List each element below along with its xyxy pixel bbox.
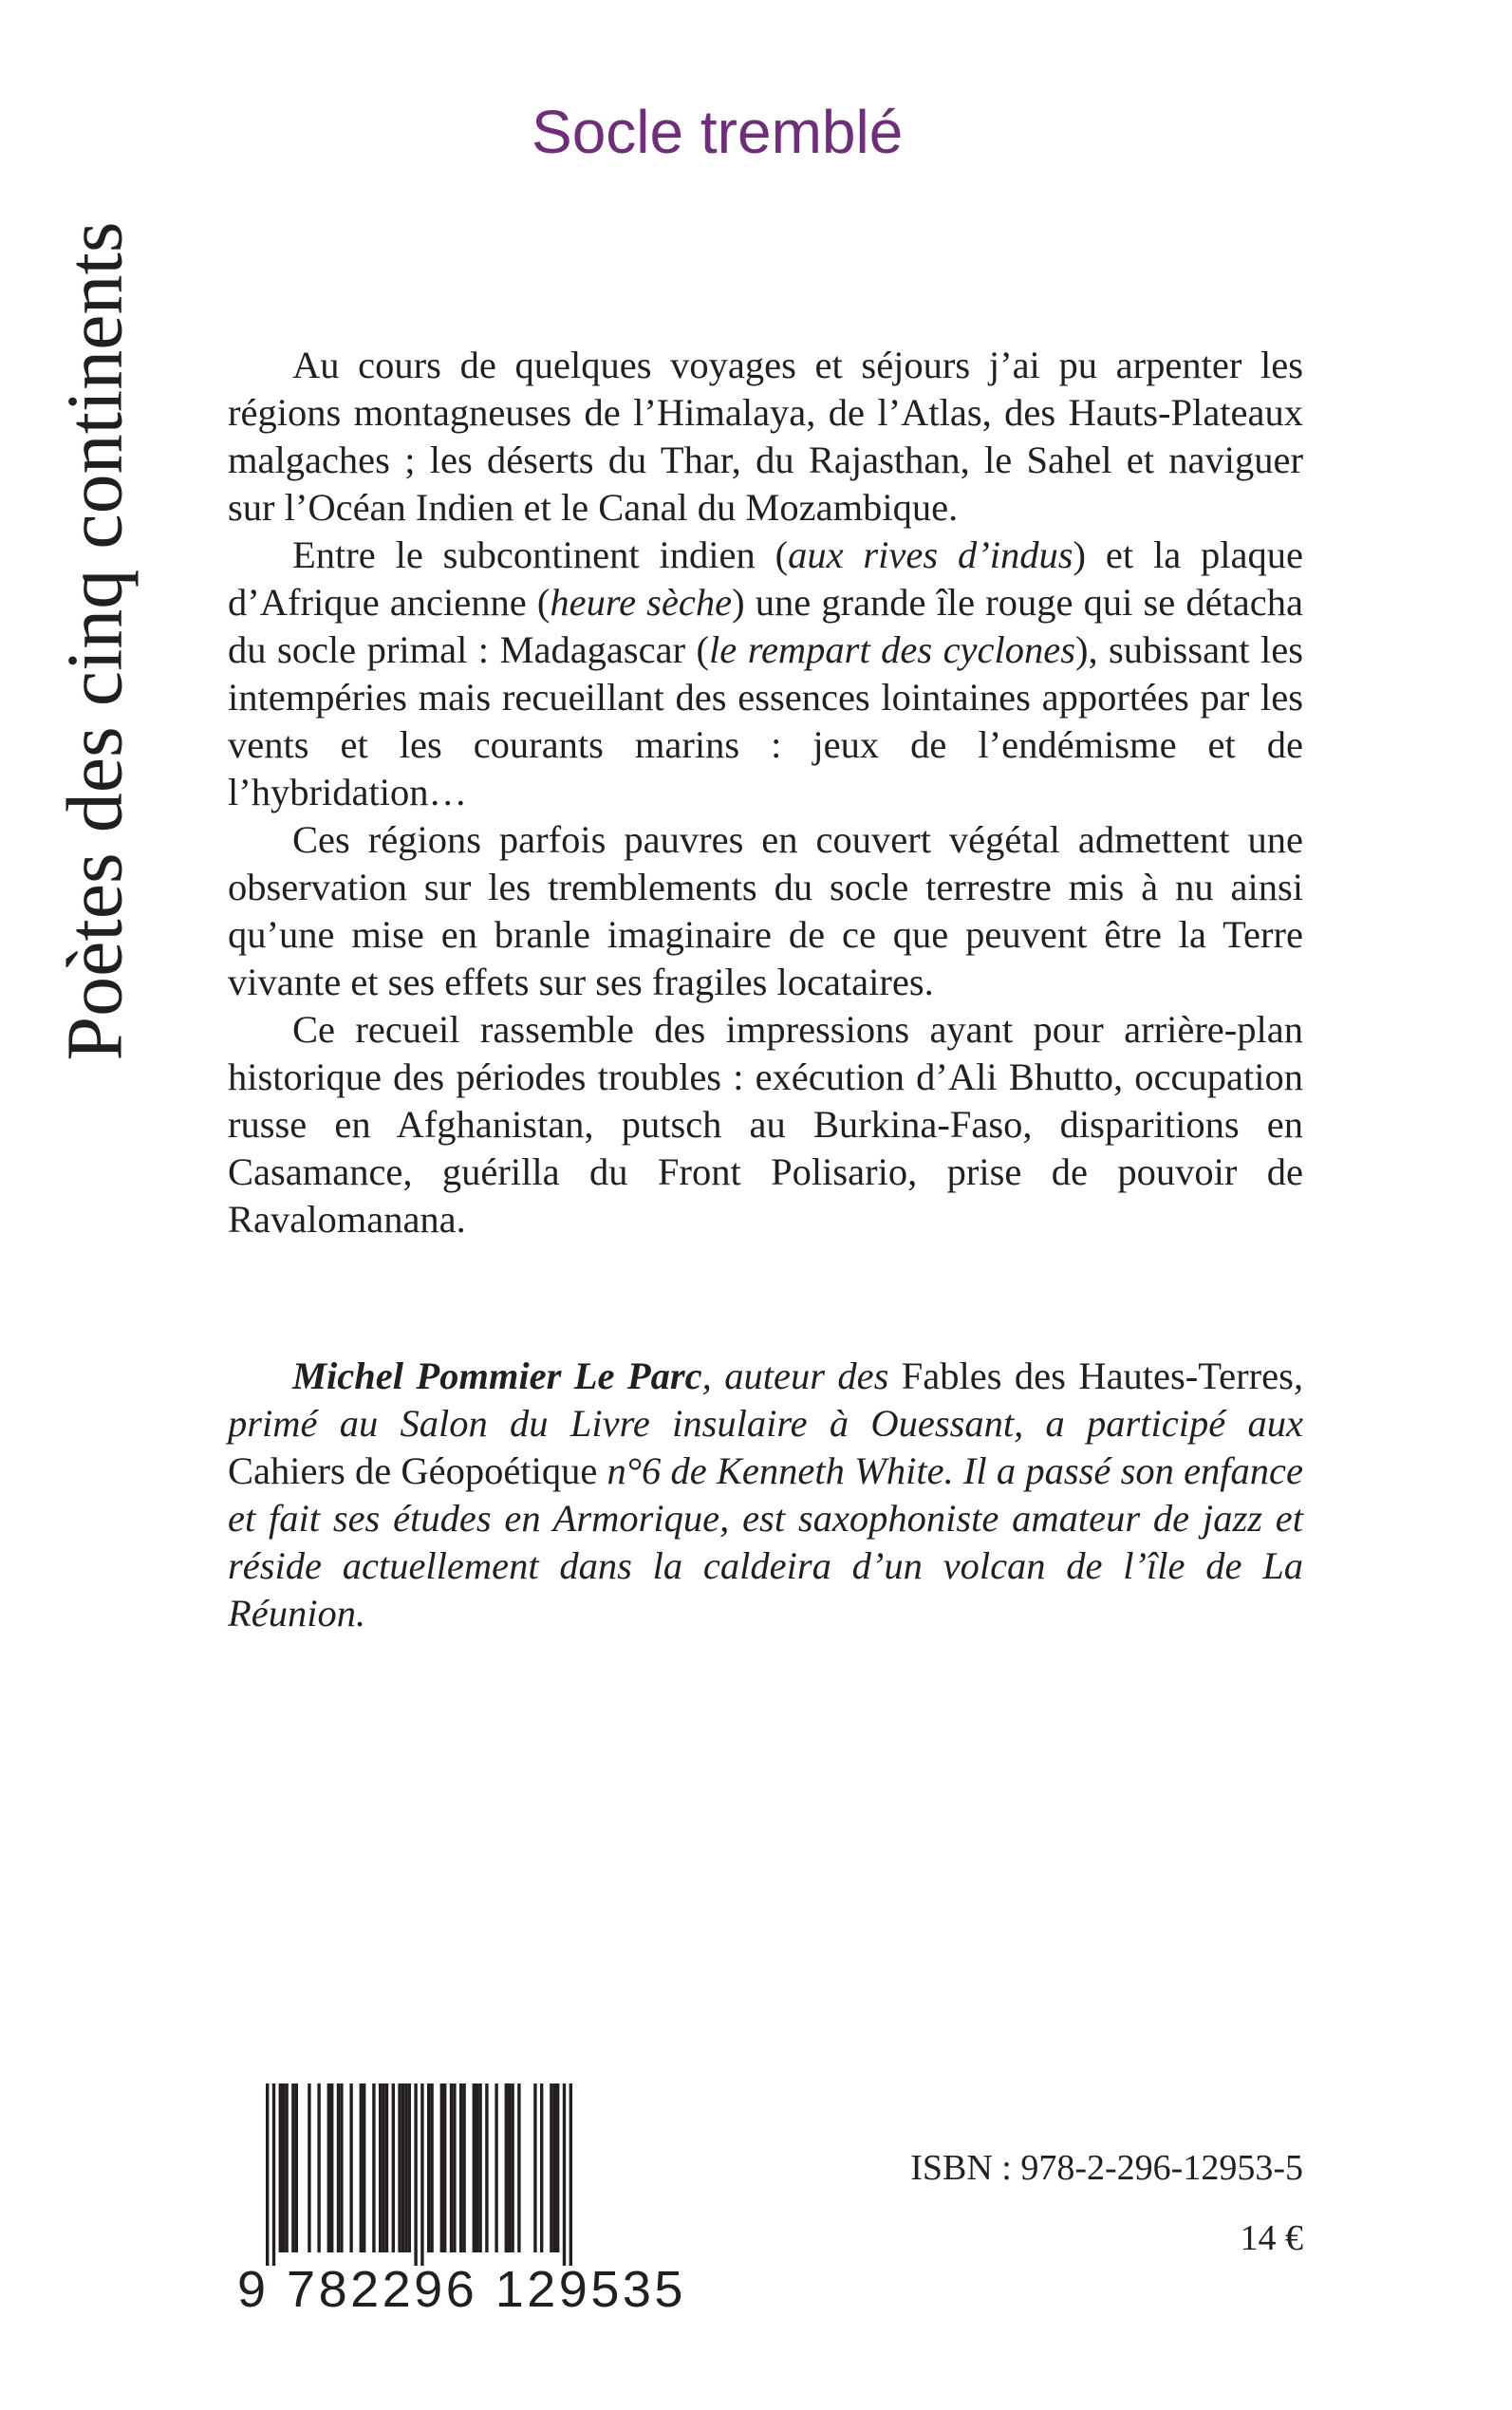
barcode [237,2083,686,2321]
barcode-bar [398,2083,401,2252]
barcode-bar [327,2083,330,2252]
barcode-bar [272,2083,275,2266]
barcode-bar [308,2083,310,2252]
barcode-bar [450,2083,453,2252]
barcode-bar [414,2083,417,2266]
barcode-bar [340,2083,343,2252]
series-title: Poètes des cinq continents [50,220,140,1061]
barcode-bar [462,2083,465,2252]
description-paragraph-3: Ces régions parfois pauvres en couvert végétal admettent une observation sur les tremblements du socle terrestre mis à nu ainsi qu’une mise en branle imaginaire de ce que peuvent être la Terre vivante et ses effets sur ses fragiles locataires. [228,818,1303,1003]
barcode-bar [517,2083,520,2252]
author-bio: Michel Pommier Le Parc, auteur des Fables des Hautes-Terres, primé au Salon du Livre insulaire à Ouessant, a participé aux Cahiers de Géopoétique n°6 de Kenneth White. Il a passé son enfance et fait ses études en Armorique, est saxophoniste amateur de jazz et réside actuellement dans la caldeira d’un volcan de l’île de La Réunion. [228,1354,1303,1635]
book-title: Socle tremblé [532,98,904,166]
barcode-bar [505,2083,508,2252]
description-paragraph-4: Ce recueil rassemble des impressions ayant pour arrière-plan historique des périodes troubles : exécution d’Ali Bhutto, occupation russe en Afghanistan, putsch au Burkina-Faso, disparitions en Casamance, guérilla du Front Polisario, prise de pouvoir de Ravalomanana. [228,1008,1303,1241]
barcode-bar [392,2083,395,2252]
description-paragraph-2: Entre le subcontinent indien (aux rives d’indus) et la plaque d’Afrique ancienne (heure sèche) une grande île rouge qui se détacha du socle primal : Madagascar (le rempart des cyclones), subissant les intempéries mais recueillant des essences lointaines apportées par les vents et les courants marins : jeux de l’endémisme et de l’hybridation… [228,533,1304,813]
barcode-bar [485,2083,488,2252]
barcode-bar [363,2083,365,2252]
barcode-bar [408,2083,411,2252]
work-title: Fables des Hautes-Terres [901,1354,1294,1397]
barcode-bar [553,2083,556,2252]
barcode-bar [508,2083,511,2252]
barcode-bar [563,2083,566,2266]
barcode-bar [285,2083,288,2252]
description-paragraph-1: Au cours de quelques voyages et séjours j’ai pu arpenter les régions montagneuses de l’Himalaya, de l’Atlas, des Hauts-Plateaux malgaches ; les déserts du Thar, du Rajasthan, le Sahel et naviguer sur l’Océan Indien et le Canal du Mozambique. [228,344,1303,529]
italic-phrase: heure sèche [550,581,733,624]
barcode-bar [337,2083,340,2252]
barcode-bar [317,2083,320,2252]
barcode-bar [430,2083,433,2252]
italic-phrase: le rempart des cyclones [709,628,1075,671]
italic-phrase: aux rives d’indus [788,533,1073,576]
barcode-bar [540,2083,543,2252]
barcode-bar [476,2083,478,2252]
barcode-bar [473,2083,476,2252]
barcode-bar [282,2083,285,2252]
description [228,342,1303,1243]
barcode-bar [443,2083,446,2252]
barcode-digits: 9 782296 129535 [237,2261,686,2318]
isbn: ISBN : 978-2-296-12953-5 [910,2148,1303,2188]
barcode-bar [266,2083,269,2266]
barcode-bar [533,2083,536,2252]
work-title: Cahiers de Géopoétique [228,1449,598,1492]
barcode-bar [478,2083,481,2252]
price: 14 € [1240,2218,1303,2258]
barcode-bar [295,2083,298,2252]
barcode-bar [330,2083,333,2252]
series-spine [43,190,147,1092]
barcode-bar [372,2083,375,2252]
barcode-bar [379,2083,382,2252]
barcode-bar [440,2083,443,2252]
barcode-bar [511,2083,513,2252]
barcode-bar [291,2083,294,2252]
barcode-bar [404,2083,407,2252]
barcode-bar [569,2083,572,2266]
barcode-bar [459,2083,462,2252]
barcode-bar [453,2083,456,2252]
barcode-bar [427,2083,430,2252]
barcode-bar [495,2083,497,2252]
barcode-bar [556,2083,559,2252]
barcode-bar [279,2083,282,2252]
barcode-bars [237,2083,636,2269]
barcode-bar [349,2083,352,2252]
barcode-bar [550,2083,552,2252]
barcode-bar [360,2083,363,2252]
barcode-bar [401,2083,404,2252]
author-name: Michel Pommier Le Parc [292,1354,702,1397]
barcode-bar [420,2083,423,2266]
barcode-bar [382,2083,384,2252]
barcode-bar [385,2083,388,2252]
